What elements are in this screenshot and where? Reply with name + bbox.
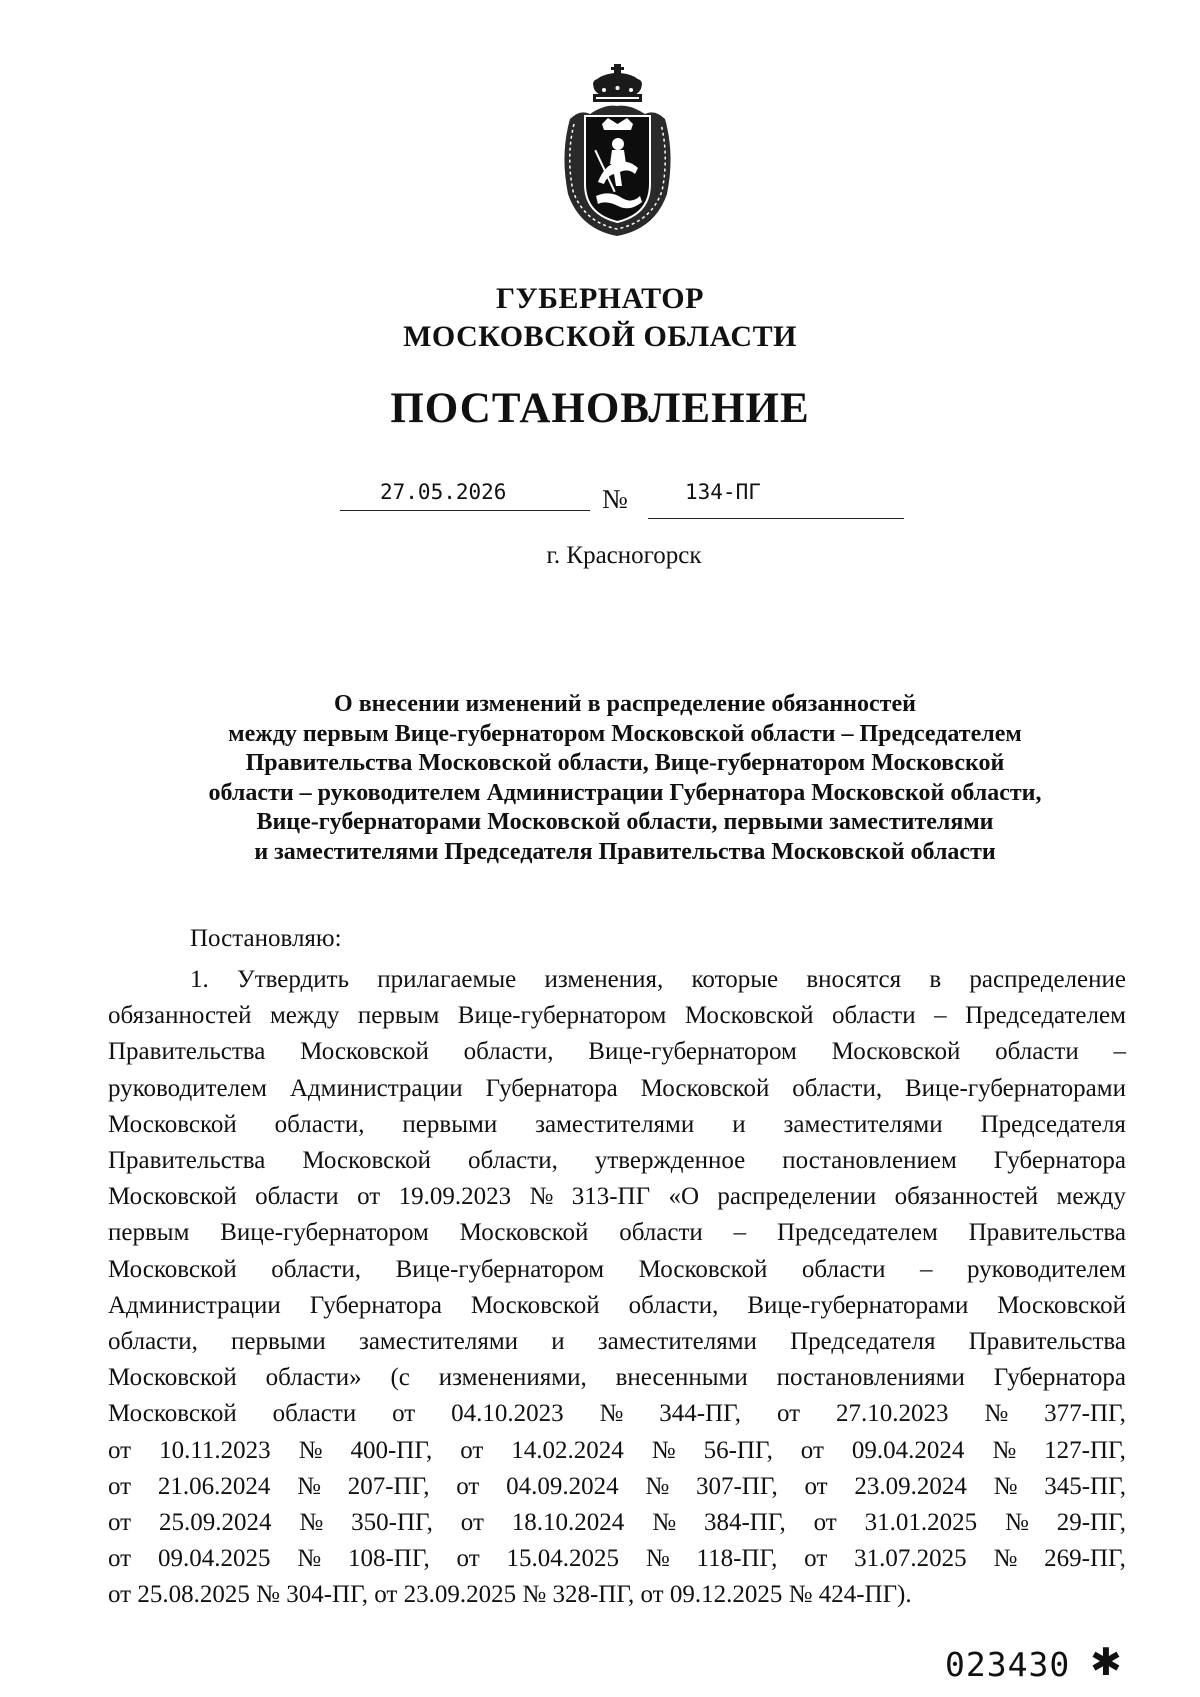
body-word: первыми <box>231 1328 326 1356</box>
body-line <box>108 1577 1126 1613</box>
body-word: Председателем <box>776 1219 938 1247</box>
body-line <box>108 1179 1126 1215</box>
body-word: постановлением <box>782 1147 957 1175</box>
body-word: Председателем <box>965 1002 1126 1030</box>
body-word: № <box>522 1581 553 1609</box>
stamp-number: 023430 <box>945 1645 1071 1684</box>
body-word: распределение <box>969 966 1126 993</box>
body-word: прилагаемые <box>377 966 517 993</box>
body-word: первыми <box>402 1110 498 1138</box>
body-word: 328-ПГ, <box>552 1581 641 1609</box>
body-word: распределении <box>717 1183 877 1211</box>
body-word: 25.09.2024 <box>159 1509 272 1537</box>
body-word: и <box>551 1328 565 1356</box>
body-word: 31.07.2025 <box>854 1545 967 1573</box>
body-word: заместителями <box>358 1328 519 1356</box>
subject-line: области – руководителем Администрации Губернатора Московской области, <box>208 779 1042 806</box>
body-word: № <box>992 1436 1017 1464</box>
body-word: Московской <box>640 1074 770 1102</box>
body-word: Московской <box>459 1219 589 1247</box>
body-word: 56-ПГ, <box>703 1436 773 1464</box>
body-word: от <box>813 1509 837 1537</box>
body-word: Московской <box>831 1038 961 1066</box>
body-word: от <box>456 1545 480 1573</box>
body-word: Губернатора <box>993 1147 1126 1175</box>
body-word: 23.09.2025 <box>403 1581 523 1609</box>
body-word: – <box>1113 1038 1126 1066</box>
body-line <box>108 1143 1126 1179</box>
organization-name-line-2: МОСКОВСКОЙ ОБЛАСТИ <box>403 320 797 353</box>
body-word: области <box>801 1255 886 1283</box>
body-word: № <box>529 1183 554 1211</box>
subject-line: О внесении изменений в распределение обязанностей <box>334 691 916 717</box>
body-word: Правительства <box>108 1038 266 1066</box>
document-subject <box>150 690 1100 867</box>
document-date: 27.05.2026 <box>380 480 507 504</box>
body-word: области, <box>274 1110 365 1138</box>
resolution-intro: Постановляю: <box>190 925 342 952</box>
body-word: Московской <box>684 1002 814 1030</box>
body-word: № <box>993 1545 1018 1573</box>
body-word: Вице-губернатором <box>588 1038 797 1066</box>
body-word: которые <box>691 966 779 993</box>
body-line <box>108 1469 1126 1505</box>
body-word: 31.01.2025 <box>864 1509 978 1537</box>
body-word: от <box>460 1509 484 1537</box>
body-word: Администрации <box>108 1291 281 1319</box>
body-word: 269-ПГ, <box>1044 1545 1126 1573</box>
body-line <box>108 998 1126 1034</box>
body-word: Правительства <box>108 1147 266 1175</box>
body-word: 127-ПГ, <box>1044 1436 1126 1464</box>
body-word: № <box>993 1472 1018 1500</box>
body-word: «О <box>668 1183 700 1211</box>
body-word: 23.09.2024 <box>854 1472 967 1500</box>
body-word: 345-ПГ, <box>1044 1472 1126 1500</box>
body-line <box>108 1324 1126 1360</box>
body-line <box>108 1252 1126 1288</box>
body-line <box>108 1107 1126 1143</box>
body-word: внесенными <box>615 1364 748 1392</box>
body-word: между <box>269 1002 340 1030</box>
body-word: от <box>108 1509 132 1537</box>
body-word: области, <box>628 1291 719 1319</box>
body-word: 04.09.2024 <box>506 1472 619 1500</box>
body-word: 09.12.2025 <box>669 1581 789 1609</box>
body-word: № <box>256 1581 287 1609</box>
body-word: от <box>640 1581 670 1609</box>
body-word: 384-ПГ, <box>703 1509 786 1537</box>
document-city: г. Красногорск <box>546 542 702 569</box>
body-word: 207-ПГ, <box>347 1472 430 1500</box>
organization-name-line-1: ГУБЕРНАТОР <box>496 282 704 315</box>
body-word: Московской <box>108 1255 237 1283</box>
body-word: Московской <box>997 1291 1126 1319</box>
body-word: области, <box>792 1074 883 1102</box>
body-word: области, <box>463 1038 554 1066</box>
body-word: области, <box>271 1255 362 1283</box>
body-word: № <box>984 1400 1009 1428</box>
body-word: – <box>934 1002 947 1030</box>
body-word: 18.10.2024 <box>511 1509 625 1537</box>
body-word: от <box>776 1400 801 1428</box>
body-line <box>108 1433 1126 1469</box>
body-word: от <box>456 1472 480 1500</box>
body-line <box>108 1541 1126 1577</box>
body-word: Губернатора <box>485 1074 618 1102</box>
subject-line: и заместителями Председателя Правительства Московской области <box>254 838 996 865</box>
resolution-body <box>108 962 1126 1614</box>
body-word: 304-ПГ, <box>286 1581 375 1609</box>
body-word: 307-ПГ, <box>695 1472 778 1500</box>
body-word: № <box>652 1509 677 1537</box>
body-word: от <box>108 1436 132 1464</box>
body-line <box>108 1071 1126 1107</box>
body-word: 424-ПГ). <box>818 1581 912 1609</box>
body-word: 29-ПГ, <box>1056 1509 1126 1537</box>
body-word: 21.06.2024 <box>157 1472 271 1500</box>
body-word: области <box>255 1183 339 1211</box>
body-word: от <box>108 1581 138 1609</box>
body-word: 400-ПГ, <box>350 1436 433 1464</box>
body-word: № <box>599 1400 624 1428</box>
body-word: области» <box>265 1364 362 1392</box>
body-word: 10.11.2023 <box>159 1436 271 1464</box>
body-word: Губернатора <box>309 1291 442 1319</box>
body-word: Вице-губернаторами <box>904 1074 1126 1102</box>
body-word: от <box>108 1472 132 1500</box>
body-word: Московской <box>108 1110 237 1138</box>
body-line <box>108 1034 1126 1070</box>
body-word: первым <box>108 1219 190 1247</box>
body-word: Председателя <box>790 1328 936 1356</box>
body-word: № <box>299 1509 324 1537</box>
body-word: 344-ПГ, <box>659 1400 742 1428</box>
body-word: 25.08.2025 <box>137 1581 257 1609</box>
body-word: Вице-губернаторами <box>747 1291 969 1319</box>
body-word: первым <box>357 1002 440 1030</box>
body-word: 04.10.2023 <box>451 1400 564 1428</box>
body-word: № <box>788 1581 819 1609</box>
body-word: 377-ПГ, <box>1044 1400 1126 1428</box>
body-word: обязанностей <box>108 1002 252 1030</box>
body-word: № <box>297 1472 321 1500</box>
body-word: 09.04.2024 <box>851 1436 965 1464</box>
body-word: Московской <box>638 1255 768 1283</box>
number-underline <box>648 518 904 519</box>
body-word: Председателя <box>980 1110 1126 1138</box>
document-type-title: ПОСТАНОВЛЕНИЕ <box>390 385 810 432</box>
body-word: Правительства <box>968 1219 1126 1247</box>
subject-line: между первым Вице-губернатором Московской области – Председателем <box>228 720 1022 747</box>
body-word: между <box>1056 1183 1126 1211</box>
moscow-oblast-coat-of-arms-icon <box>560 64 675 239</box>
body-word: вносятся <box>806 966 902 993</box>
document-number: 134-ПГ <box>685 480 761 504</box>
body-line <box>108 1396 1126 1432</box>
body-word: 350-ПГ, <box>351 1509 433 1537</box>
body-word: области <box>619 1219 703 1247</box>
body-word: от <box>374 1581 404 1609</box>
body-line <box>108 1288 1126 1324</box>
body-word: № <box>297 1545 322 1573</box>
number-sign: № <box>602 484 628 514</box>
body-word: Московской <box>108 1183 237 1211</box>
body-word: 19.09.2023 <box>398 1183 512 1211</box>
body-word: руководителем <box>966 1255 1126 1283</box>
body-word: области <box>832 1002 916 1030</box>
body-word: от <box>392 1400 416 1428</box>
body-word: 09.04.2025 <box>157 1545 271 1573</box>
body-word: области, <box>468 1147 558 1175</box>
body-word: 1. <box>190 966 209 993</box>
body-word: 313-ПГ <box>571 1183 651 1211</box>
body-word: Московской <box>302 1147 432 1175</box>
body-word: от <box>800 1436 824 1464</box>
body-word: Московской <box>108 1400 237 1428</box>
body-word: и <box>732 1110 746 1138</box>
body-word: – <box>919 1255 933 1283</box>
body-word: № <box>651 1436 676 1464</box>
body-word: области <box>272 1400 357 1428</box>
body-word: Московской <box>300 1038 429 1066</box>
subject-line: Вице-губернаторами Московской области, первыми заместителями <box>256 809 994 835</box>
body-word: № <box>1004 1509 1029 1537</box>
stamp-asterisk-icon: ✱ <box>1090 1640 1122 1684</box>
body-word: 118-ПГ, <box>696 1545 778 1573</box>
body-word: Вице-губернатором <box>457 1002 667 1030</box>
body-word: Утвердить <box>237 966 349 993</box>
body-word: заместителями <box>535 1110 695 1138</box>
body-word: № <box>645 1545 670 1573</box>
body-word: от <box>804 1472 828 1500</box>
subject-line: Правительства Московской области, Вице-губернатором Московской <box>245 750 1005 776</box>
body-word: – <box>733 1219 747 1247</box>
body-word: 15.04.2025 <box>506 1545 619 1573</box>
body-word: изменениями, <box>438 1364 587 1392</box>
body-word: 108-ПГ, <box>347 1545 430 1573</box>
body-word: постановлениями <box>776 1364 965 1392</box>
body-word: от <box>804 1545 828 1573</box>
body-word: Правительства <box>968 1328 1126 1356</box>
body-word: обязанностей <box>894 1183 1039 1211</box>
body-word: утвержденное <box>594 1147 746 1175</box>
body-word: (с <box>390 1364 410 1392</box>
body-word: № <box>645 1472 670 1500</box>
body-word: от <box>460 1436 484 1464</box>
body-word: руководителем <box>108 1074 267 1102</box>
body-word: заместителями <box>783 1110 943 1138</box>
body-line <box>108 1360 1126 1396</box>
body-word: области, <box>108 1328 198 1356</box>
body-word: Администрации <box>289 1074 463 1102</box>
body-word: в <box>929 966 942 993</box>
body-word: Вице-губернатором <box>395 1255 605 1283</box>
body-word: заместителями <box>597 1328 757 1356</box>
body-word: Московской <box>108 1364 237 1392</box>
body-word: Вице-губернатором <box>220 1219 429 1247</box>
body-word: Московской <box>470 1291 600 1319</box>
body-word: изменения, <box>544 966 664 993</box>
body-line <box>108 1215 1126 1251</box>
date-underline <box>340 510 590 511</box>
body-word: 27.10.2023 <box>835 1400 949 1428</box>
body-word: от <box>108 1545 132 1573</box>
body-word: от <box>357 1183 381 1211</box>
body-word: Губернатора <box>993 1364 1126 1392</box>
body-word: области <box>995 1038 1079 1066</box>
body-word: 14.02.2024 <box>511 1436 624 1464</box>
body-line <box>108 962 1126 998</box>
body-line <box>108 1505 1126 1541</box>
body-word: № <box>298 1436 323 1464</box>
